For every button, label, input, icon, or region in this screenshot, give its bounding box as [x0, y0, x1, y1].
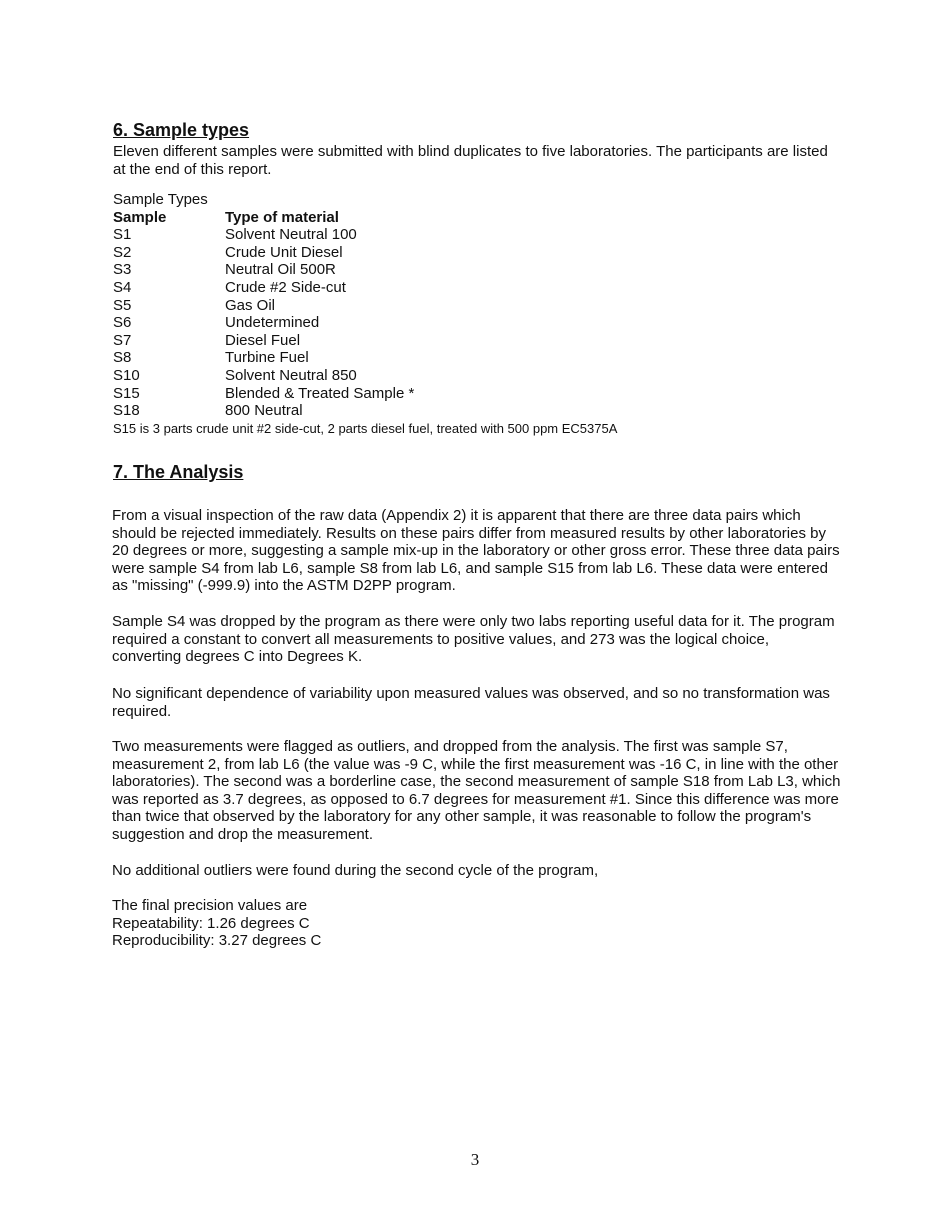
header-sample: Sample	[113, 208, 167, 226]
sample-id: S15	[113, 384, 140, 402]
table-row	[113, 261, 841, 279]
sample-id: S5	[113, 296, 132, 314]
material-type: Solvent Neutral 100	[225, 226, 357, 244]
section-7-title: 7. The Analysis	[113, 462, 244, 482]
material-type: Diesel Fuel	[225, 331, 301, 349]
section-6-intro: Eleven different samples were submitted with blind duplicates to five laboratories. The participants are listed at the end of this report.	[113, 143, 828, 178]
table-row	[113, 402, 841, 420]
section-6-title: 6. Sample types	[113, 120, 250, 140]
sample-id: S18	[113, 402, 140, 420]
analysis-paragraph-1: From a visual inspection of the raw data (Appendix 2) it is apparent that there are three data pairs which should be rejected immediately. Results on these pairs differ from measured results by other laboratories by 20 degrees or more, suggesting a sample mix-up in the laboratory or other gross error. These three data pairs were sample S4 from lab L6, sample S8 from lab L6, and sample S15 from lab L6. These data were entered as "missing" (-999.9) into the ASTM D2PP program.	[112, 507, 840, 594]
sample-id: S7	[113, 331, 132, 349]
sample-id: S6	[113, 314, 132, 332]
material-type: Undetermined	[225, 314, 320, 332]
table-row	[113, 297, 841, 315]
sample-id: S1	[113, 226, 132, 244]
material-type: Crude Unit Diesel	[225, 243, 343, 261]
material-type: 800 Neutral	[225, 402, 303, 420]
sample-id: S3	[113, 261, 132, 279]
table-row	[113, 226, 841, 244]
analysis-paragraph-3: No significant dependence of variability upon measured values was observed, and so no transformation was required.	[112, 685, 830, 720]
table-caption-row	[113, 191, 841, 209]
analysis-paragraph-2: Sample S4 was dropped by the program as there were only two labs reporting useful data for it. The program required a constant to convert all measurements to positive values, and 273 was the logical choice, converting degrees C into Degrees K.	[112, 613, 835, 665]
section-7	[113, 462, 841, 482]
material-type: Crude #2 Side-cut	[225, 278, 346, 296]
table-row	[113, 332, 841, 350]
sample-id: S4	[113, 278, 132, 296]
analysis-paragraph-5: No additional outliers were found during the second cycle of the program,	[112, 862, 599, 879]
reproducibility-value: Reproducibility: 3.27 degrees C	[112, 932, 322, 949]
material-type: Neutral Oil 500R	[225, 261, 336, 279]
table-row	[113, 385, 841, 403]
table-row	[113, 367, 841, 385]
sample-id: S2	[113, 243, 132, 261]
final-precision-block	[112, 897, 842, 950]
section-6	[113, 120, 841, 178]
material-type: Turbine Fuel	[225, 349, 309, 367]
page-number: 3	[470, 1150, 480, 1169]
final-precision-intro: The final precision values are	[112, 897, 308, 914]
material-type: Blended & Treated Sample *	[225, 384, 415, 402]
header-type-of-material: Type of material	[225, 208, 339, 226]
table-header-row	[113, 209, 841, 227]
repeatability-value: Repeatability: 1.26 degrees C	[112, 914, 310, 932]
table-row	[113, 244, 841, 262]
material-type: Gas Oil	[225, 296, 276, 314]
table-caption: Sample Types	[113, 191, 208, 208]
sample-types-table	[113, 191, 841, 437]
analysis-paragraph-4: Two measurements were flagged as outliers, and dropped from the analysis. The first was sample S7, measurement 2, from lab L6 (the value was -9 C, while the first measurement was -16 C, in line with the other laboratories). The second was a borderline case, the second measurement of sample S18 from Lab L3, which was reported as 3.7 degrees, as opposed to 6.7 degrees for measurement #1. Since this difference was more than twice that observed by the laboratory for any other sample, it was reasonable to follow the program's suggestion and drop the measurement.	[112, 738, 841, 843]
material-type: Solvent Neutral 850	[225, 366, 357, 384]
sample-id: S8	[113, 349, 132, 367]
table-row	[113, 314, 841, 332]
table-row	[113, 279, 841, 297]
table-footnote: S15 is 3 parts crude unit #2 side-cut, 2 parts diesel fuel, treated with 500 ppm EC5375A	[113, 420, 618, 436]
table-row	[113, 349, 841, 367]
sample-id: S10	[113, 366, 140, 384]
